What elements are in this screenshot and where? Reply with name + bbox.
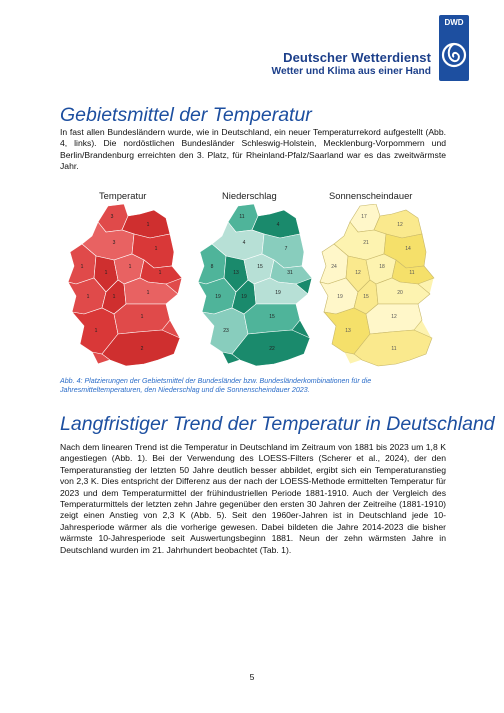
region-rank-label: 15 [363,294,369,300]
region-rank-label: 11 [391,346,397,352]
region-rank-label: 4 [242,240,246,246]
region-rank-label: 14 [405,246,411,252]
region-rank-label: 4 [276,222,280,228]
region-rank-label: 31 [287,270,293,276]
region-rank-label: 19 [215,294,221,300]
region-rank-label: 19 [241,294,247,300]
region-rank-label: 1 [80,264,84,270]
region-rank-label: 15 [269,314,275,320]
region-rank-label: 11 [409,270,415,276]
map-precipitation [192,204,320,370]
region-rank-label: 13 [345,328,351,334]
region-rank-label: 19 [337,294,343,300]
region-rank-label: 19 [275,290,281,296]
region-rank-label: 22 [269,346,275,352]
region-rank-label: 12 [355,270,361,276]
org-tagline: Wetter und Klima aus einer Hand [271,66,431,77]
section-title-long-term-trend: Langfristiger Trend der Temperatur in Deutschland [60,413,495,435]
region-rank-label: 1 [146,290,150,296]
section2-paragraph: Nach dem linearen Trend ist die Temperatur in Deutschland im Zeitraum von 1881 bis 2023 um 1,8 K angestiegen (Abb. 1). Bei der Verwendung des LOESS-Filters (Scherer et al., 2024), der den Temperaturanstieg der letzten 50 Jahre deutlich besser abbildet, ergibt sich ein Temperaturanstieg von 2,3 K. Dies entspricht der Differenz aus der nach der LOESS-Methode ermittelten Temperatur für 2023 und dem Temperaturmittel der frühindustriellen Periode 1881-1910. Auch der Vergleich des Temperaturmittels der letzten zehn Jahre gegenüber den ersten 30 Jahren der Zeitreihe (1881-1910) zeigt einen Anstieg von 2,3 K (Abb. 5). Seit den 1960er-Jahren ist in Deutschland jede 10-Jahresperiode wärmer als die vorherige gewesen. Dabei bildeten die Jahre 2014-2023 die bisher wärmste 10-Jahresperiode seit Auswertungsbeginn 1881. Neun der zehn wärmsten Jahre in Deutschland wurden im 21. Jahrhundert beobachtet (Tab. 1). [60,442,446,555]
region-rank-label: 21 [363,240,369,246]
region-rank-label: 12 [391,314,397,320]
swirl-icon [441,33,467,77]
region-rank-label: 11 [239,214,245,220]
region-rank-label: 1 [158,270,162,276]
region-rank-label: 12 [397,222,403,228]
map-label-temperature: Temperatur [99,190,147,201]
page-number: 5 [249,672,255,682]
region-rank-label: 3 [110,214,114,220]
section-title-area-means: Gebietsmittel der Temperatur [60,104,312,126]
region-rank-label: 17 [361,214,367,220]
region-rank-label: 20 [397,290,403,296]
region-rank-label: 1 [146,222,150,228]
region-rank-label: 2 [140,346,144,352]
map-sunshine [314,204,442,370]
map-temperature [62,204,190,370]
region-rank-label: 1 [94,328,98,334]
map-label-precipitation: Niederschlag [222,190,277,201]
region-rank-label: 7 [284,246,288,252]
region-rank-label: 1 [86,294,90,300]
region-rank-label: 8 [210,264,214,270]
dwd-logo [439,15,469,81]
region-rank-label: 1 [154,246,158,252]
region-rank-label: 23 [223,328,229,334]
region-rank-label: 3 [112,240,116,246]
region-rank-label: 1 [104,270,108,276]
section1-paragraph: In fast allen Bundesländern wurde, wie in Deutschland, ein neuer Temperaturrekord aufgestellt (Abb. 4, links). Die nordöstlichen Bundesländer Schleswig-Holstein, Mecklenburg-Vorpommern und Berlin/Brandenburg erreichten den 3. Platz, für Rheinland-Pfalz/Saarland war es das zweitwärmste Jahr. [60,127,446,172]
region-rank-label: 18 [379,264,385,270]
page-header [0,0,504,90]
map-label-sunshine: Sonnenscheindauer [329,190,413,201]
region-rank-label: 13 [233,270,239,276]
region-rank-label: 15 [257,264,263,270]
region-rank-label: 1 [112,294,116,300]
logo-text: DWD [444,18,464,27]
region-rank-label: 1 [128,264,132,270]
figure-caption: Abb. 4: Platzierungen der Gebietsmittel der Bundesländer bzw. Bundesländerkombinationen für die Jahresmitteltemperaturen, den Niederschlag und die Sonnenscheindauer 2023. [60,377,372,395]
region-rank-label: 24 [331,264,337,270]
org-name: Deutscher Wetterdienst [283,50,431,65]
region-rank-label: 1 [140,314,144,320]
